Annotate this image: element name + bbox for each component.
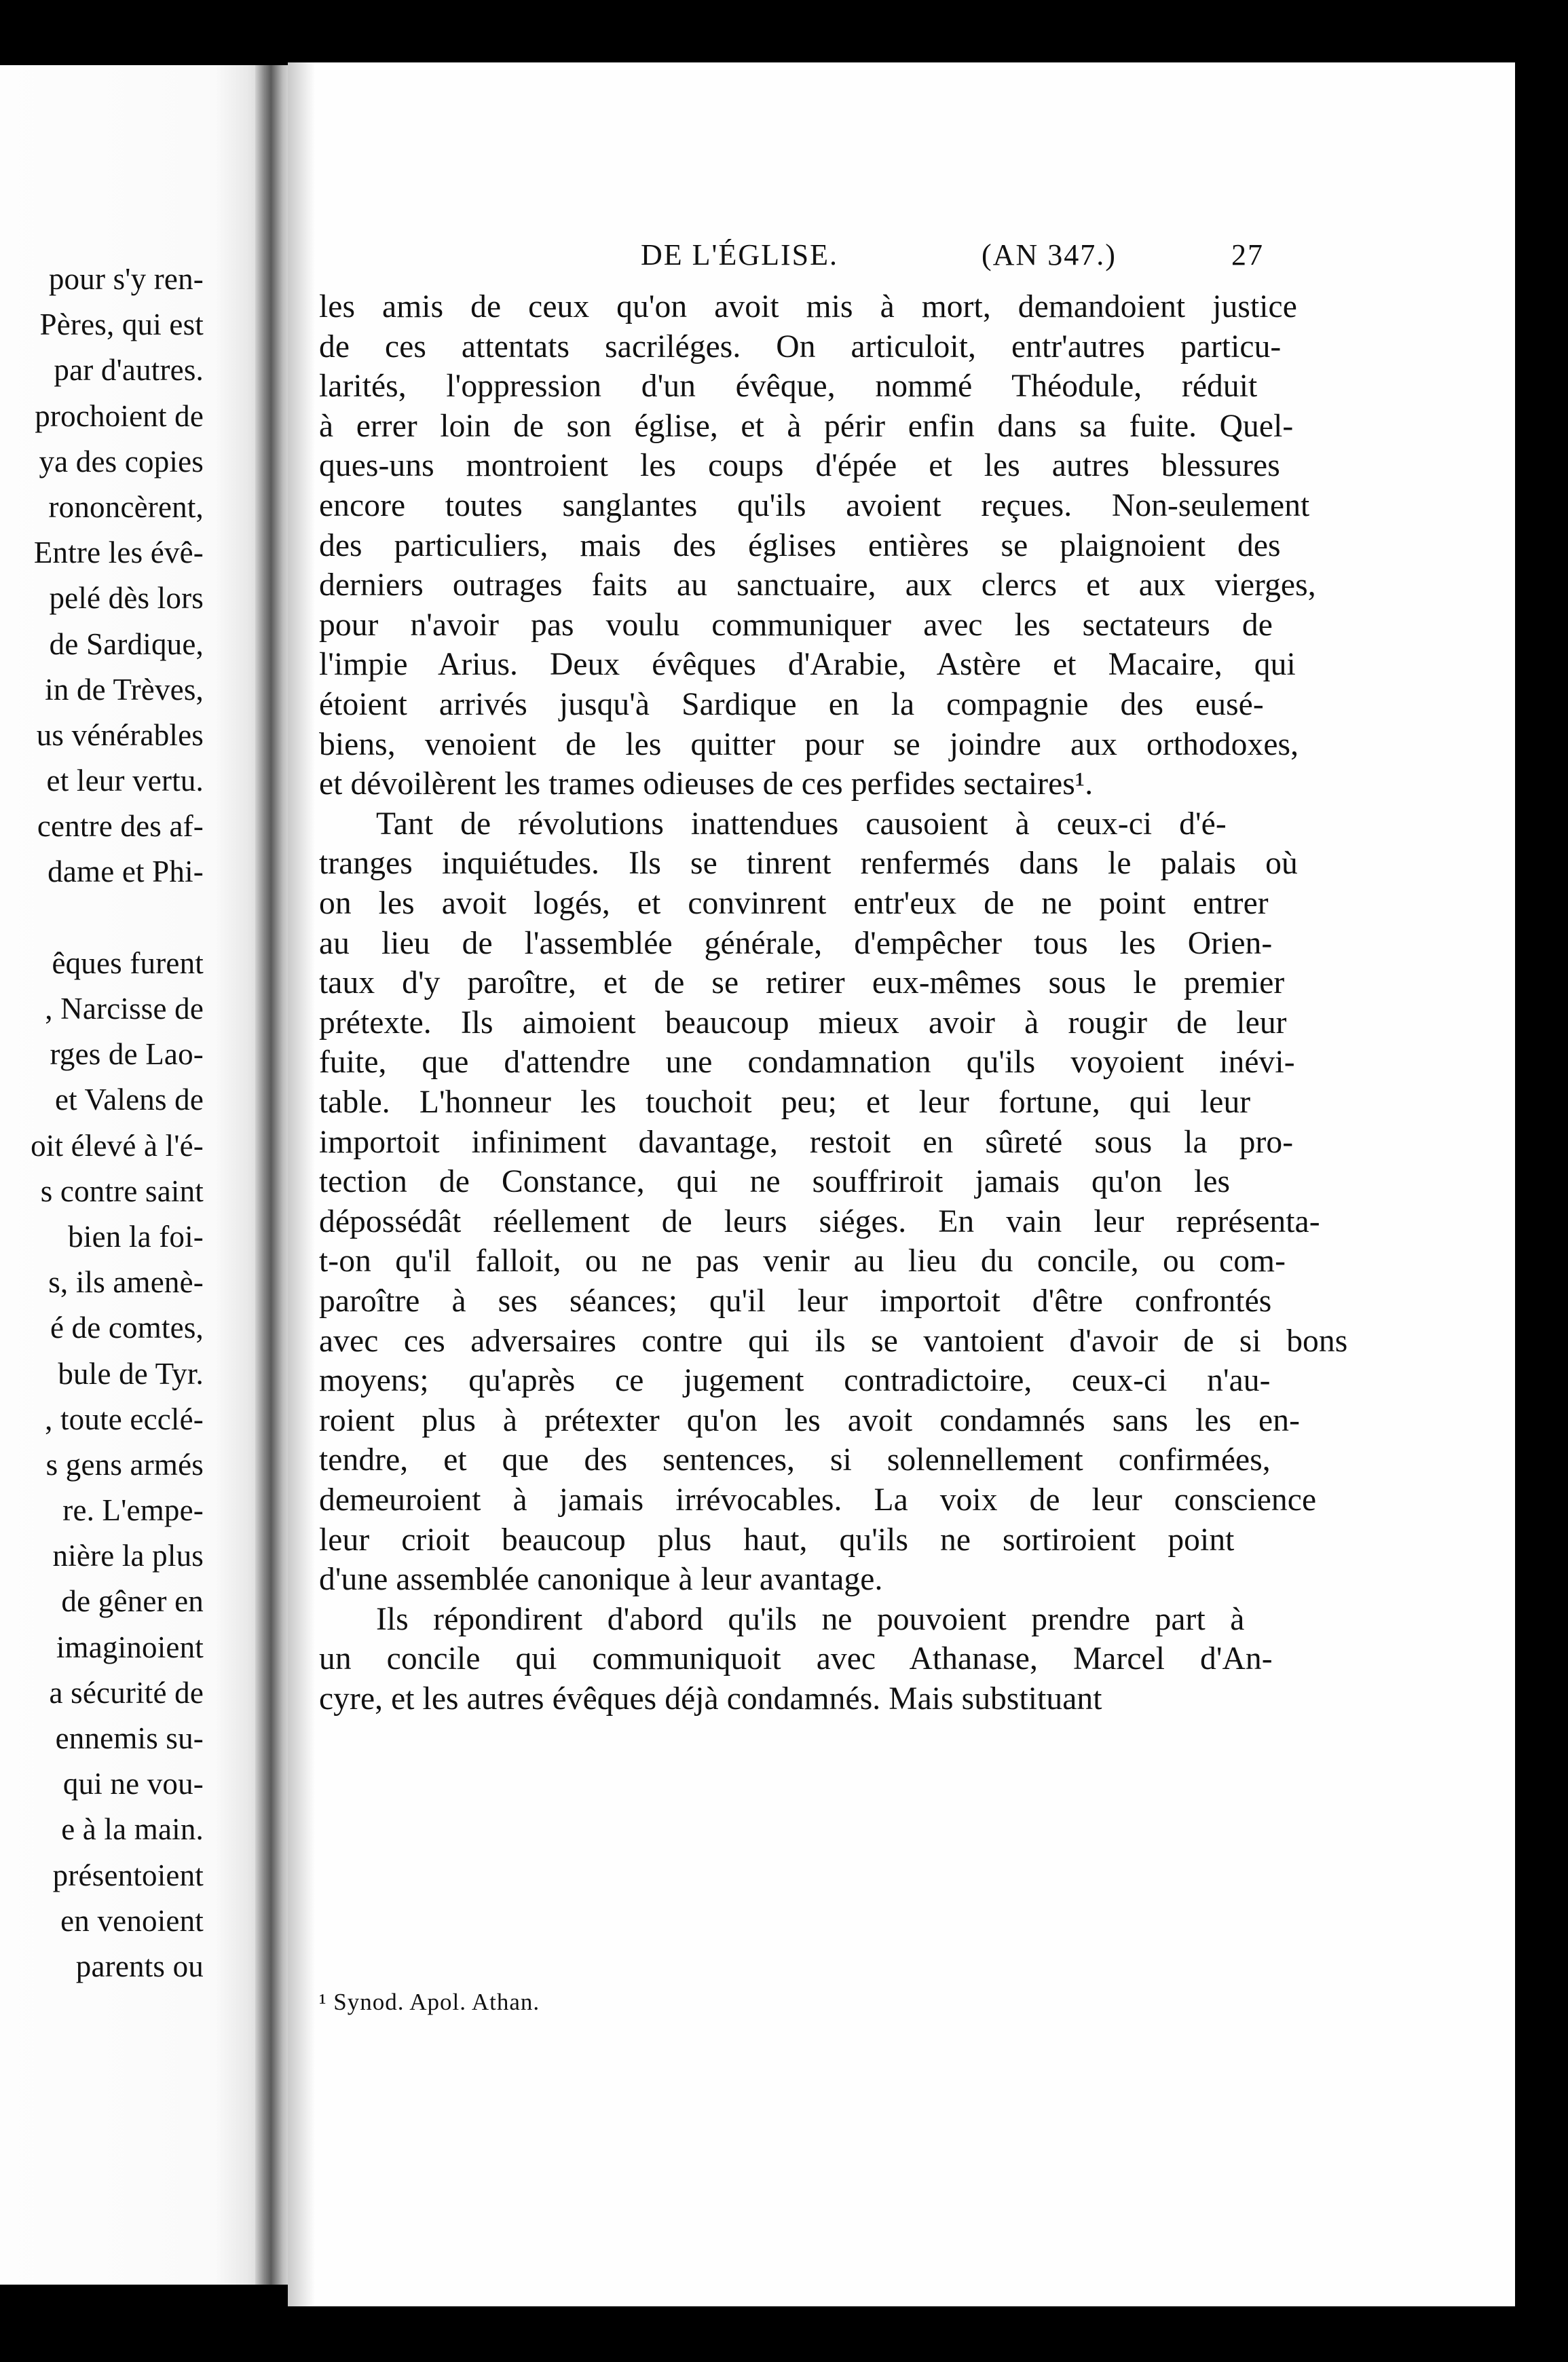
- text-line: biens, venoient de les quitter pour se joindre aux orthodoxes,: [319, 726, 1299, 762]
- text-line: tection de Constance, qui ne souffriroit jamais qu'on les: [319, 1164, 1231, 1200]
- text-line: dépossédât réellement de leurs siéges. En vain leur représenta-: [319, 1203, 1320, 1239]
- text-line: l'impie Arius. Deux évêques d'Arabie, Astère et Macaire, qui: [319, 647, 1296, 683]
- left-page-line: rges de Lao-: [50, 1037, 204, 1072]
- left-page-line: êques furent: [52, 945, 204, 980]
- left-page-line: et leur vertu.: [46, 764, 204, 798]
- page-header: [288, 238, 1515, 285]
- left-page-line: , Narcisse de: [45, 992, 204, 1026]
- right-page: [288, 62, 1515, 2306]
- left-page-line: [0, 895, 204, 941]
- text-line: taux d'y paroître, et de se retirer eux-mêmes sous le premier: [319, 965, 1285, 1001]
- left-page-line: qui ne vou-: [62, 1767, 204, 1801]
- left-page-line: ennemis su-: [55, 1721, 204, 1755]
- text-line: importoit infiniment davantage, restoit en sûreté sous la pro-: [319, 1124, 1294, 1160]
- left-page-line: en venoient: [60, 1903, 204, 1938]
- left-page-line: imaginoient: [56, 1630, 204, 1664]
- text-line: cyre, et les autres évêques déjà condamnés. Mais substituant: [319, 1681, 1102, 1717]
- left-page-line: oit élevé à l'é-: [31, 1128, 204, 1163]
- left-page-line: de gêner en: [61, 1584, 204, 1619]
- left-page-line: re. L'empe-: [62, 1493, 204, 1528]
- left-page-line: a sécurité de: [49, 1675, 204, 1710]
- left-page-lines: [0, 257, 204, 1989]
- text-line: d'une assemblée canonique à leur avantage.: [319, 1562, 883, 1598]
- left-page-line: bule de Tyr.: [58, 1356, 204, 1391]
- footnote: ¹ Synod. Apol. Athan.: [319, 1989, 540, 2015]
- left-page-line: nière la plus: [52, 1539, 204, 1573]
- text-line: paroître à ses séances; qu'il leur importoit d'être confrontés: [319, 1283, 1272, 1319]
- text-line: ques-uns montroient les coups d'épée et les autres blessures: [319, 448, 1280, 484]
- text-line: étoient arrivés jusqu'à Sardique en la compagnie des eusé-: [319, 687, 1264, 722]
- left-page-line: Pères, qui est: [39, 307, 204, 342]
- text-line: les amis de ceux qu'on avoit mis à mort, demandoient justice: [319, 289, 1297, 324]
- text-line: pour n'avoir pas voulu communiquer avec les sectateurs de: [319, 607, 1273, 643]
- left-page-line: in de Trèves,: [45, 672, 204, 707]
- text-line: Tant de révolutions inattendues causoient à ceux-ci d'é-: [376, 806, 1227, 842]
- text-line: fuite, que d'attendre une condamnation qu'ils voyoient inévi-: [319, 1045, 1295, 1081]
- left-page-line: et Valens de: [54, 1083, 204, 1117]
- text-line: table. L'honneur les touchoit peu; et leur fortune, qui leur: [319, 1085, 1251, 1120]
- text-line: derniers outrages faits au sanctuaire, aux clercs et aux vierges,: [319, 567, 1316, 603]
- text-line: leur crioit beaucoup plus haut, qu'ils ne sortiroient point: [319, 1522, 1235, 1558]
- text-line: avec ces adversaires contre qui ils se vantoient d'avoir de si bons: [319, 1323, 1348, 1359]
- left-page-line: é de comtes,: [50, 1311, 204, 1345]
- left-page-line: pelé dès lors: [49, 581, 204, 616]
- left-page-line: parents ou: [75, 1949, 204, 1983]
- left-page-line: bien la foi-: [68, 1219, 204, 1254]
- left-page-line: s gens armés: [45, 1447, 204, 1482]
- left-page-line: centre des af-: [37, 809, 204, 844]
- text-line: t-on qu'il falloit, ou ne pas venir au lieu du concile, ou com-: [319, 1243, 1286, 1279]
- left-page-line: , toute ecclé-: [45, 1402, 204, 1436]
- text-line: Ils répondirent d'abord qu'ils ne pouvoient prendre part à: [376, 1601, 1245, 1637]
- text-line: larités, l'oppression d'un évêque, nommé Théodule, réduit: [319, 369, 1258, 405]
- text-line: demeuroient à jamais irrévocables. La voix de leur conscience: [319, 1482, 1317, 1518]
- left-page-line: de Sardique,: [49, 626, 204, 661]
- text-line: un concile qui communiquoit avec Athanase, Marcel d'An-: [319, 1641, 1273, 1677]
- text-line: de ces attentats sacriléges. On articuloit, entr'autres particu-: [319, 329, 1282, 364]
- left-page-line: pour s'y ren-: [48, 262, 204, 296]
- left-page-line: présentoient: [52, 1858, 204, 1892]
- year-marker: (AN 347.): [982, 238, 1117, 271]
- left-page-line: Entre les évê-: [33, 536, 204, 570]
- page-number: 27: [1231, 238, 1264, 271]
- left-page-line: s, ils amenè-: [48, 1265, 204, 1300]
- left-page-fragment: [0, 65, 269, 2285]
- running-head: DE L'ÉGLISE.: [641, 238, 838, 271]
- left-page-line: rononcèrent,: [48, 489, 204, 524]
- left-page-line: dame et Phi-: [48, 855, 204, 889]
- left-page-line: par d'autres.: [54, 353, 204, 388]
- left-page-line: us vénérables: [36, 717, 204, 752]
- text-line: encore toutes sanglantes qu'ils avoient reçues. Non-seulement: [319, 488, 1310, 523]
- text-line: à errer loin de son église, et à périr enfin dans sa fuite. Quel-: [319, 408, 1294, 444]
- left-page-line: e à la main.: [61, 1812, 204, 1847]
- text-line: tendre, et que des sentences, si solennellement confirmées,: [319, 1442, 1271, 1478]
- text-line: des particuliers, mais des églises entières se plaignoient des: [319, 527, 1281, 563]
- left-page-line: ya des copies: [39, 444, 204, 479]
- text-line: et dévoilèrent les trames odieuses de ces perfides sectaires¹.: [319, 766, 1094, 802]
- text-line: au lieu de l'assemblée générale, d'empêcher tous les Orien-: [319, 925, 1273, 961]
- text-line: moyens; qu'après ce jugement contradictoire, ceux-ci n'au-: [319, 1363, 1271, 1399]
- left-page-line: s contre saint: [40, 1174, 204, 1208]
- left-page-line: prochoient de: [35, 398, 204, 433]
- text-line: prétexte. Ils aimoient beaucoup mieux avoir à rougir de leur: [319, 1005, 1287, 1041]
- text-line: roient plus à prétexter qu'on les avoit condamnés sans les en-: [319, 1402, 1300, 1438]
- text-line: tranges inquiétudes. Ils se tinrent renfermés dans le palais où: [319, 846, 1298, 882]
- text-line: on les avoit logés, et convinrent entr'eux de ne point entrer: [319, 886, 1269, 921]
